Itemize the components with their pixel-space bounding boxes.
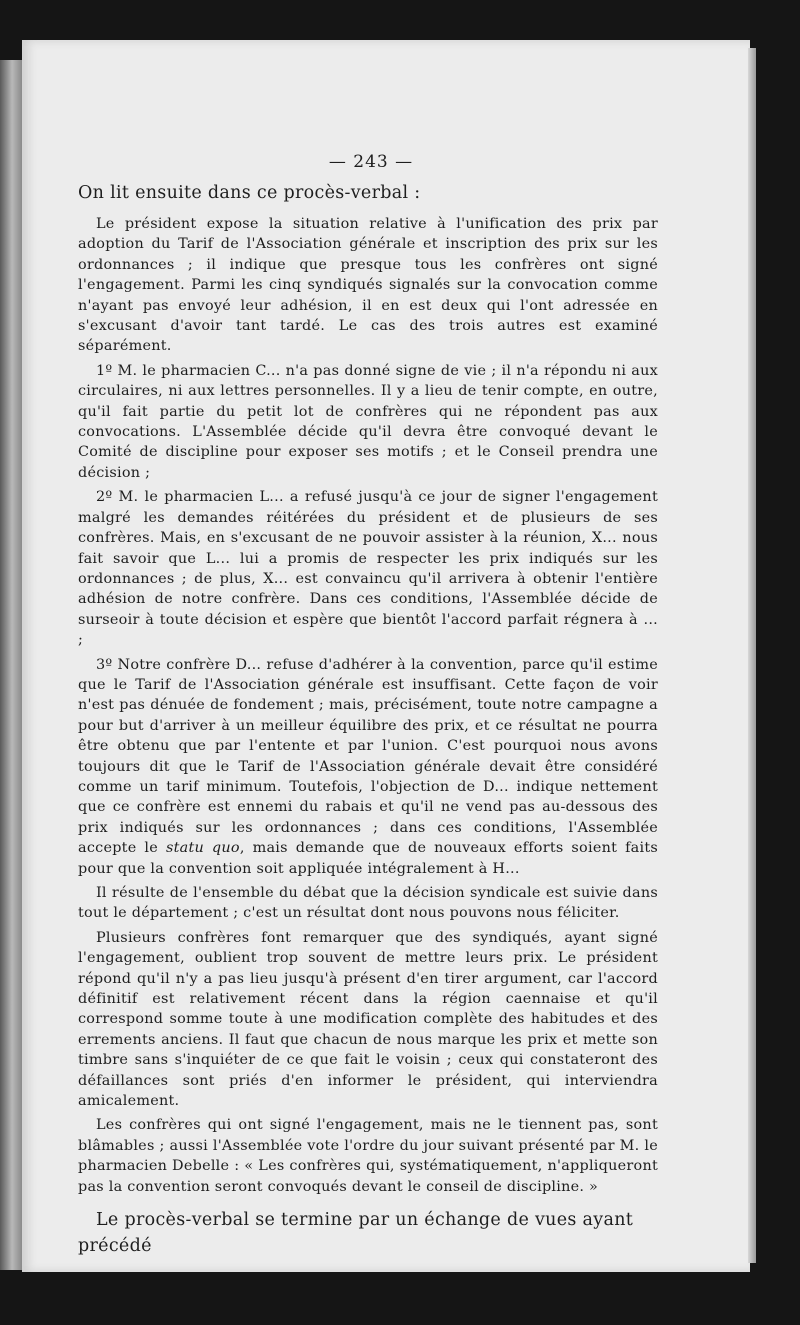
paragraph-order-of-day: Les confrères qui ont signé l'engagement, mais ne le tiennent pas, sont blâmables ; aussi l'Assemblée vote l'ordre du jour suivant présenté par M. le pharmacien Debelle : « Les confrères qui, systématiquement, n'appliqueront pas la convention seront convoqués devant le conseil de discipline. » [78, 1117, 658, 1195]
paragraph-result: Il résulte de l'ensemble du débat que la décision syndicale est suivie dans tout le département ; c'est un résultat dont nous pouvons nous féliciter. [78, 885, 658, 922]
paragraph-remarks: Plusieurs confrères font remarquer que des syndiqués, ayant signé l'engagement, oublient trop souvent de mettre leurs prix. Le président répond qu'il n'y a pas lieu jusqu'à présent d'en tirer argument, car l'accord définitif est relativement récent dans la région caennaise et qu'il correspond somme toute à une modification complète des habitudes et des errements anciens. Il faut que chacun de nous marque les prix et mette son timbre sans s'inquiéter de ce que fait le voisin ; ceux qui constateront des défaillances sont priés d'en informer le président, qui interviendra amicalement. [78, 929, 658, 1110]
facing-page-edge [0, 60, 22, 1270]
paragraph-case-1: 1º M. le pharmacien C... n'a pas donné signe de vie ; il n'a répondu ni aux circulaires, ni aux lettres personnelles. Il y a lieu de tenir compte, en outre, qu'il fait partie du petit lot de confrères qui ne répondent pas aux convocations. L'Assemblée décide qu'il devra être convoqué devant le Comité de discipline pour exposer ses motifs ; et le Conseil prendra une décision ; [78, 362, 658, 481]
paragraph-case-3 [78, 655, 658, 879]
page-number: — 243 — [328, 152, 414, 172]
lead-sentence: On lit ensuite dans ce procès-verbal : [78, 183, 421, 203]
paragraph-president-expose: Le président expose la situation relative à l'unification des prix par adoption du Tarif de l'Association générale et inscription des prix sur les ordonnances ; il indique que presque tous les confrères ont signé l'engagement. Parmi les cinq syndiqués signalés sur la convocation comme n'ayant pas envoyé leur adhésion, il en est deux qui l'ont adressée en s'excusant d'avoir tant tardé. Le cas des trois autres est examiné séparément. [78, 216, 658, 355]
page-text [78, 152, 658, 1277]
paragraph-case-2: 2º M. le pharmacien L... a refusé jusqu'à ce jour de signer l'engagement malgré les demandes réitérées du président et de plusieurs de ses confrères. Mais, en s'excusant de ne pouvoir assister à la réunion, X... nous fait savoir que L... lui a promis de respecter les prix indiqués sur les ordonnances ; de plus, X... est convaincu qu'il arrivera à obtenir l'entière adhésion de notre confrère. Dans ces conditions, l'Assemblée décide de surseoir à toute décision et espère que bientôt l'accord parfait régnera à ... ; [78, 489, 658, 649]
case-3-text: 3º Notre confrère D... refuse d'adhérer à la convention, parce qu'il estime que le Tarif de l'Association générale est insuffisant. Cette façon de voir n'est pas dénuée de fondement ; mais, précisément, toute notre campagne a pour but d'arriver à un meilleur équilibre des prix, et ce résultat ne pourra être obtenu que par l'entente et par l'union. C'est pourquoi nous avons toujours dit que le Tarif de l'Association générale devait être considéré comme un tarif minimum. Toutefois, l'objection de D... indique nettement que ce confrère est ennemi du rabais et qu'il ne vend pas au-dessous des prix indiqués sur les ordonnances ; dans ces conditions, l'Assemblée accepte le [78, 656, 658, 857]
book-page [22, 40, 750, 1272]
case-3-text-end: , mais demande que de nouveaux efforts soient faits pour que la convention soit appliquée intégralement à H... [78, 840, 658, 877]
page-edge-right [748, 48, 756, 1263]
closing-sentence: Le procès-verbal se termine par un échange de vues ayant précédé [78, 1210, 634, 1257]
statu-quo-phrase: statu quo [165, 840, 240, 857]
